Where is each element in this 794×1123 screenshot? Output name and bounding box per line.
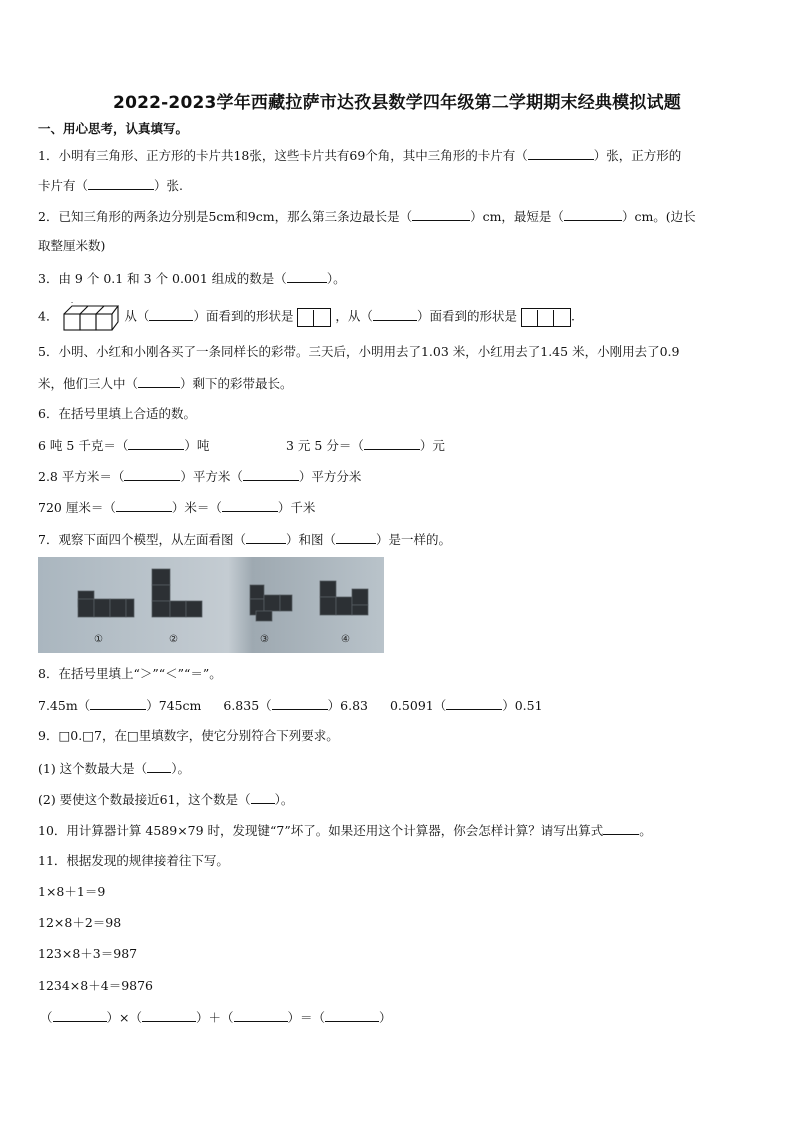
question-9-heading: 9．□0.□7，在□里填数字，使它分别符合下列要求。: [38, 728, 339, 743]
q10-text: 。: [639, 823, 652, 838]
q11-text: ）×（: [106, 1010, 142, 1025]
question-9-part-2: [38, 791, 293, 808]
q10-text: 10．用计算器计算 4589×79 时，发现键“7”坏了。如果还用这个计算器，你会怎样计算？请写出算式: [38, 823, 604, 838]
q11-text: （: [40, 1010, 53, 1025]
question-6-row-1: [38, 437, 209, 454]
question-4: [38, 302, 575, 330]
pattern-row-3: 123×8＋3＝987: [38, 946, 138, 961]
q4-text-a: 从（: [124, 308, 150, 324]
q8-text: ）745cm: [146, 698, 202, 713]
answer-blank[interactable]: [138, 375, 180, 388]
question-5-line-2: [38, 375, 293, 392]
q6-text: 2.8 平方米＝（: [38, 469, 125, 484]
question-9-part-1: [38, 760, 190, 777]
answer-blank[interactable]: [222, 499, 278, 512]
answer-blank[interactable]: [90, 697, 146, 710]
question-1-line-1: [38, 147, 681, 164]
cube-models-illustration: [38, 557, 384, 653]
q11-text: ）＋（: [196, 1010, 234, 1025]
answer-blank[interactable]: [53, 1009, 107, 1022]
q2-text-b: ）cm，最短是（: [470, 209, 564, 224]
answer-blank[interactable]: [234, 1009, 288, 1022]
q6-text: ）平方米（: [180, 469, 243, 484]
q1-text-d: ）张.: [154, 178, 183, 193]
q11-text: ）: [379, 1010, 392, 1025]
q6-text: ）元: [419, 438, 445, 453]
question-2-line-1: [38, 208, 696, 225]
answer-blank[interactable]: [128, 437, 184, 450]
question-7: [38, 531, 451, 548]
q1-text-c: 卡片有（: [38, 178, 89, 193]
two-square-shape: [297, 308, 331, 327]
question-8-heading: 8．在括号里填上“＞”“＜”“＝”。: [38, 666, 222, 681]
q6-text: 720 厘米＝（: [38, 500, 116, 515]
answer-blank[interactable]: [603, 822, 639, 835]
question-11-heading: 11．根据发现的规律接着往下写。: [38, 853, 229, 868]
q3-text-a: 3．由 9 个 0.1 和 3 个 0.001 组成的数是（: [38, 271, 287, 286]
three-square-shape: [521, 308, 571, 327]
question-6-row-2: [38, 468, 361, 485]
pattern-row-1: 1×8＋1＝9: [38, 884, 106, 899]
answer-blank[interactable]: [446, 697, 502, 710]
q8-text: 6.835（: [223, 698, 272, 713]
answer-blank[interactable]: [364, 437, 420, 450]
q4-number: 4．: [38, 308, 59, 324]
answer-blank[interactable]: [412, 208, 470, 221]
answer-blank[interactable]: [116, 499, 172, 512]
q9-text: ）。: [171, 761, 190, 776]
q6-text: 3 元 5 分＝（: [286, 438, 364, 453]
section-heading: 一、用心思考，认真填写。: [38, 121, 189, 136]
q11-text: ）＝（: [287, 1010, 326, 1025]
q4-text-e: .: [570, 308, 575, 324]
answer-blank[interactable]: [287, 270, 327, 283]
question-2-line-2: 取整厘米数): [38, 238, 106, 253]
question-5-line-1: 5．小明、小红和小刚各买了一条同样长的彩带。三天后，小明用去了1.03 米，小红用去了1.45 米，小刚用去了0.9: [38, 344, 680, 359]
cube-models-photo: [38, 557, 384, 653]
q8-text: ）6.83: [327, 698, 369, 713]
q4-text-c: ，从（: [335, 308, 373, 324]
pattern-row-2: 12×8＋2＝98: [38, 915, 122, 930]
pattern-row-4: 1234×8＋4＝9876: [38, 978, 154, 993]
q7-text-a: 7．观察下面四个模型，从左面看图（: [38, 532, 246, 547]
figure-label-3: ③: [260, 634, 269, 645]
answer-blank[interactable]: [528, 147, 594, 160]
q1-text-a: 1．小明有三角形、正方形的卡片共18张，这些卡片共有69个角，其中三角形的卡片有（: [38, 148, 528, 163]
figure-label-1: ①: [94, 634, 103, 645]
q9-text: ）。: [274, 792, 294, 807]
answer-blank[interactable]: [373, 308, 417, 321]
question-8-row: [38, 697, 543, 714]
q4-text-b: ）面看到的形状是: [193, 308, 294, 324]
q5-text-a: 米，他们三人中（: [38, 376, 139, 391]
answer-blank[interactable]: [325, 1009, 379, 1022]
pattern-answer-row: [40, 1009, 392, 1026]
question-6-heading: 6．在括号里填上合适的数。: [38, 406, 196, 421]
q9-text: (2) 要使这个数最接近61，这个数是（: [38, 792, 251, 807]
q5-text-b: ）剩下的彩带最长。: [180, 376, 293, 391]
question-6-row-3: [38, 499, 315, 516]
q7-text-b: ）和图（: [285, 532, 336, 547]
answer-blank[interactable]: [272, 697, 328, 710]
q4-text-d: ）面看到的形状是: [416, 308, 517, 324]
q6-text: ）千米: [277, 500, 316, 515]
page-title: 2022-2023学年西藏拉萨市达孜县数学四年级第二学期期末经典模拟试题: [113, 93, 681, 113]
q8-text: ）0.51: [502, 698, 543, 713]
question-6-row-1b: [286, 437, 445, 454]
q8-text: 0.5091（: [389, 698, 447, 713]
answer-blank[interactable]: [564, 208, 622, 221]
answer-blank[interactable]: [124, 468, 180, 481]
figure-label-4: ④: [341, 634, 350, 645]
answer-blank[interactable]: [88, 177, 154, 190]
answer-blank[interactable]: [142, 1009, 196, 1022]
answer-blank[interactable]: [251, 791, 275, 804]
q6-text: 6 吨 5 千克＝（: [38, 438, 129, 453]
q2-text-a: 2．已知三角形的两条边分别是5cm和9cm，那么第三条边最长是（: [38, 209, 413, 224]
cube-model-figure: [62, 302, 120, 332]
answer-blank[interactable]: [243, 468, 299, 481]
answer-blank[interactable]: [336, 531, 376, 544]
question-3: [38, 270, 346, 287]
answer-blank[interactable]: [147, 760, 171, 773]
answer-blank[interactable]: [246, 531, 286, 544]
q6-text: ）吨: [184, 438, 210, 453]
figure-label-2: ②: [169, 634, 178, 645]
q6-text: ）米＝（: [171, 500, 222, 515]
q9-text: (1) 这个数最大是（: [38, 761, 148, 776]
question-1-line-2: [38, 177, 183, 194]
q6-text: ）平方分米: [298, 469, 362, 484]
q3-text-b: ）。: [326, 271, 346, 286]
question-10: [38, 822, 652, 839]
answer-blank[interactable]: [149, 308, 193, 321]
q2-text-c: ）cm。(边长: [621, 209, 696, 224]
q7-text-c: ）是一样的。: [375, 532, 451, 547]
q8-text: 7.45m（: [38, 698, 91, 713]
q1-text-b: ）张，正方形的: [593, 148, 682, 163]
